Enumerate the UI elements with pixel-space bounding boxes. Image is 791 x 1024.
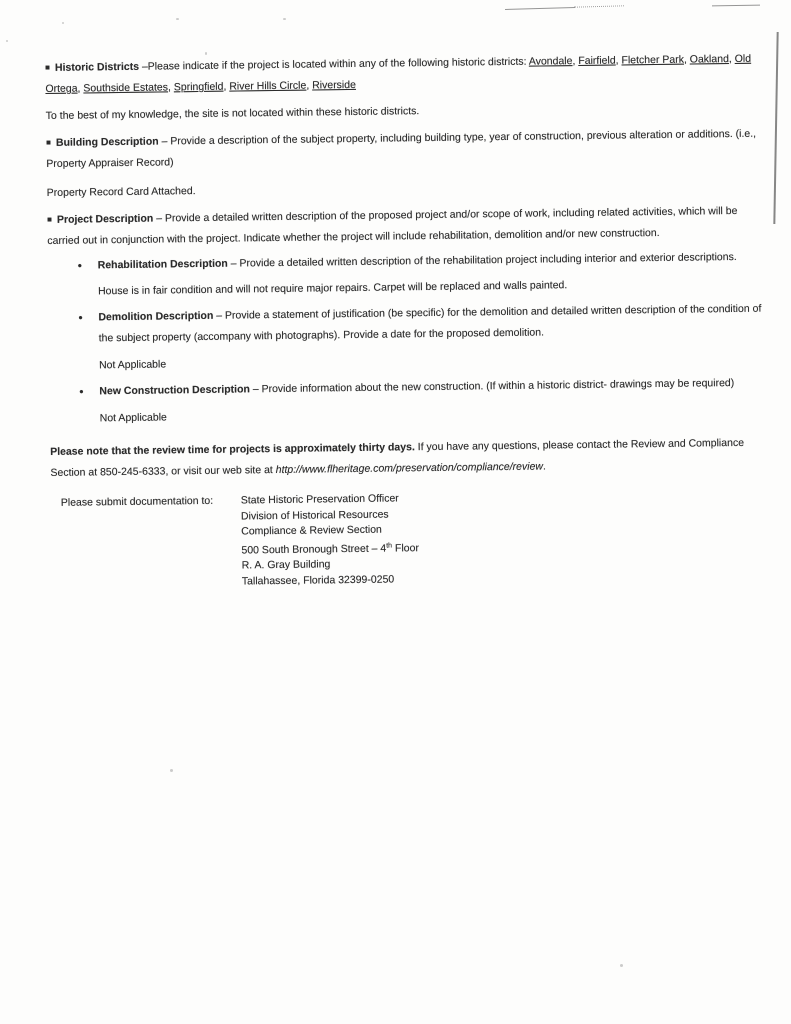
district-separator: , bbox=[223, 80, 230, 93]
scan-speck bbox=[62, 22, 64, 24]
address-line-city: Tallahassee, Florida 32399-0250 bbox=[241, 572, 395, 587]
demolition-body: – Provide a statement of justification (be specific) for the demolition and detailed written description of the condition of the subject property (accompany with photographs). Provide a date for the proposed demolition. bbox=[98, 302, 762, 345]
scan-artifact-dashed-line bbox=[574, 5, 624, 7]
new-construction-heading: New Construction Description bbox=[99, 383, 250, 398]
building-description-body: – Provide a description of the subject property, including building type, year of construction, previous alteration or additions. (i.e., Property Appraiser Record) bbox=[46, 127, 757, 170]
scan-speck bbox=[176, 18, 179, 20]
scan-artifact-line bbox=[505, 7, 575, 10]
historic-districts-lead: –Please indicate if the project is located within any of the following historic districts: bbox=[138, 55, 529, 73]
new-construction-text bbox=[99, 373, 771, 403]
project-description-heading: Project Description bbox=[56, 212, 154, 226]
district-separator: , bbox=[572, 55, 579, 68]
new-construction-bullet-item bbox=[49, 373, 771, 403]
review-time-note-bold: Please note that the review time for projects is approximately thirty days. bbox=[50, 441, 415, 458]
rehabilitation-bullet-item bbox=[48, 247, 770, 277]
rehabilitation-response: House is in fair condition and will not require major repairs. Carpet will be replaced and walls painted. bbox=[97, 279, 568, 298]
rehabilitation-body: – Provide a detailed written description of the rehabilitation project including interior and exterior descriptions. bbox=[227, 250, 737, 270]
district-avondale: Avondale bbox=[528, 55, 573, 68]
district-old-ortega: Old Ortega bbox=[45, 52, 752, 95]
historic-districts-response: To the best of my knowledge, the site is not located within these historic districts. bbox=[45, 105, 420, 122]
district-separator: , bbox=[77, 82, 84, 95]
district-separator: , bbox=[728, 52, 735, 66]
district-oakland: Oakland bbox=[689, 53, 729, 66]
building-description-response: Property Record Card Attached. bbox=[46, 185, 196, 199]
address-line-section: Compliance & Review Section bbox=[241, 523, 382, 538]
rehabilitation-heading: Rehabilitation Description bbox=[97, 257, 228, 272]
demolition-bullet-item bbox=[48, 299, 770, 350]
new-construction-body: – Provide information about the new construction. (If within a historic district- drawings may be required) bbox=[249, 377, 735, 396]
scan-speck bbox=[205, 52, 207, 55]
project-description-body: – Provide a detailed written description of the proposed project and/or scope of work, including related activities, which will be carried out in conjunction with the project. Indicate whether the project will include rehabilitation, demolition and/or new construction. bbox=[47, 204, 738, 247]
building-description-heading: Building Description bbox=[55, 135, 159, 149]
address-street-pre: 500 South Bronough Street – 4 bbox=[241, 542, 387, 556]
bullet-icon: • bbox=[79, 384, 84, 399]
address-street-post: Floor bbox=[391, 541, 419, 554]
scan-artifact-line bbox=[712, 5, 760, 7]
review-time-note-normal: If you have any questions, please contact the Review and Compliance Section at 850-245-6333, or visit our web site at bbox=[50, 436, 745, 479]
district-separator: , bbox=[683, 53, 690, 66]
project-description-paragraph bbox=[47, 201, 769, 252]
district-riverside: Riverside bbox=[312, 78, 356, 92]
historic-districts-heading: Historic Districts bbox=[54, 60, 140, 74]
historic-districts-paragraph bbox=[45, 49, 767, 100]
rehabilitation-text bbox=[98, 247, 770, 277]
district-separator: , bbox=[615, 54, 622, 67]
address-line-division: Division of Historical Resources bbox=[240, 508, 389, 522]
demolition-heading: Demolition Description bbox=[98, 309, 214, 324]
district-southside-estates: Southside Estates bbox=[83, 81, 169, 95]
scan-speck bbox=[620, 964, 623, 967]
district-fairfield: Fairfield bbox=[578, 54, 616, 68]
submission-section bbox=[51, 487, 774, 592]
district-springfield: Springfield bbox=[173, 80, 224, 94]
bullet-icon: • bbox=[77, 258, 83, 273]
demolition-text bbox=[98, 299, 770, 350]
square-bullet-icon: ■ bbox=[46, 137, 52, 147]
scan-speck bbox=[6, 40, 8, 42]
square-bullet-icon: ■ bbox=[45, 62, 51, 72]
submit-documentation-label: Please submit documentation to: bbox=[60, 494, 214, 509]
district-river-hills-circle: River Hills Circle bbox=[229, 79, 307, 93]
review-time-note-tail: . bbox=[542, 460, 546, 473]
district-fletcher-park: Fletcher Park bbox=[621, 53, 684, 67]
square-bullet-icon: ■ bbox=[47, 214, 53, 224]
address-line-street bbox=[241, 538, 419, 559]
building-description-paragraph bbox=[46, 124, 768, 175]
scan-artifact-page-edge bbox=[773, 32, 778, 224]
district-separator: , bbox=[306, 79, 313, 92]
address-line-officer: State Historic Preservation Officer bbox=[240, 492, 399, 507]
scan-speck bbox=[283, 18, 286, 20]
review-time-note bbox=[50, 433, 772, 484]
submission-address-block bbox=[241, 491, 420, 589]
document-content bbox=[45, 49, 774, 592]
address-line-building: R. A. Gray Building bbox=[241, 558, 331, 572]
bullet-icon: • bbox=[78, 310, 83, 325]
district-separator: , bbox=[167, 81, 174, 94]
demolition-response: Not Applicable bbox=[98, 358, 167, 372]
new-construction-response: Not Applicable bbox=[99, 411, 167, 425]
scan-speck bbox=[170, 769, 173, 772]
address-street-ordinal: th bbox=[386, 541, 393, 550]
review-website-url: http://www.flheritage.com/preservation/compliance/review bbox=[275, 460, 544, 477]
